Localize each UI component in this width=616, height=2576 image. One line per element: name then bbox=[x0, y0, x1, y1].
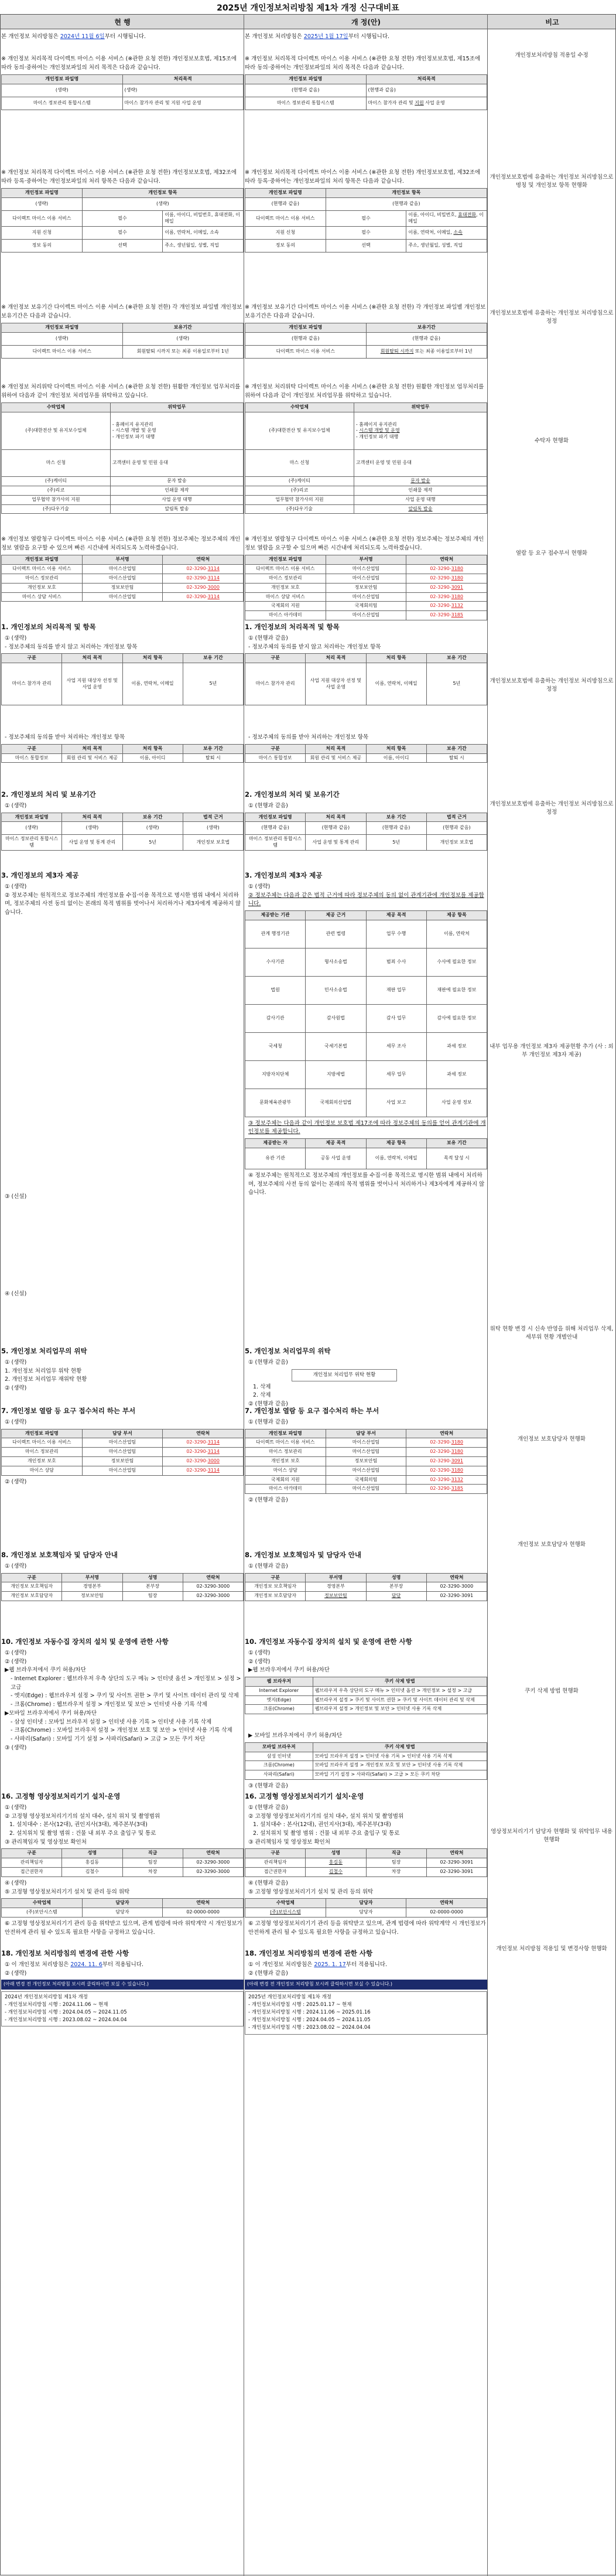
history-item[interactable]: - 개인정보처리방침 시행 : 2023.08.02 ~ 2024.04.04 bbox=[248, 2025, 371, 2031]
privacy-officer-table: 구분 부서명 성명 연락처 개인정보 보호책임자 경영본부 본부장 02-3290-3000 개인정보 보호담당자 정보보안팀 담당 02-3290-3091 bbox=[245, 1573, 487, 1601]
section-2: 2. 개인정보의 처리 및 보유기간 ① (현행과 같음) 개인정보 파일명 처리 목적 보유 기간 법적 근거 (현행과 같음) (현행과 같음) (현행과 같음) (현행과 같음) 마이스 정보관리 통합시스템 사업 운영 및 통계 관리 5년 개인정보 보호법 bbox=[245, 790, 487, 853]
section-7: 7. 개인정보 열람 등 요구 접수처리 하는 부서 ① (현행과 같음) 개인정보 파일명 담당 부서 연락처 다이렉트 마이스 이용 서비스 마이스산업팀 02-3290-3180 마이스 정보관리 마이스산업팀 02-3290-3180 개인정보 보호 정보보안팀 02-3290-3091 마이스 상담 마이스산업팀 02-3290-3180 국제회의 지원 국제회의팀 02-3290-3132 마이스 아카데미 마이스산업팀 02-3290-3185 ② (현행과 같음) bbox=[245, 1406, 487, 1505]
section-8: 8. 개인정보 보호책임자 및 담당자 안내 ① (현행과 같음) 구분 부서명 성명 연락처 개인정보 보호책임자 경영본부 본부장 02-3290-3000 개인정보 보호담당자 정보보안팀 담당 02-3290-3091 bbox=[245, 1550, 487, 1603]
history-item[interactable]: - 개인정보처리방침 시행 : 2024.11.06 ~ 현재 bbox=[5, 2001, 108, 2008]
outsourcing-section: ※ 개인정보 처리위탁 다이렉트 마이스 이용 서비스 (※관한 요청 전한) 원활한 개인정보 업무처리를 위하여 다음과 같이 개인정보 처리업무를 위탁하고 있습니다. 수탁업체 위탁업무 (주)대한전산 및 유지보수업체 - 홈페이지 유지관리 - 시스템 개발 및 운영 - 개인정보 파기 대행 마스 신청 고객센터 운영 및 민원 응대 (주)케이티 문자 발송 (주)리코 인쇄물 제작 업무협약 참가사의 지원 사업 운영 대행 (주)다우기술 알림톡 발송 bbox=[245, 383, 487, 516]
retention-section: ※ 개인정보 보유기간 다이렉트 마이스 이용 서비스 (※관한 요청 전한) 각 개인정보 파일별 개인정보 보유기간은 다음과 같습니다. 개인정보 파일명 보유기간 (현행과 같음) (현행과 같음) 다이렉트 마이스 이용 서비스 회원탈퇴 시까지 또는 최종 이용일로부터 1년 bbox=[245, 303, 487, 361]
remark: 개인정보보호법에 유출하는 개인정보 처리방침으로 정정 bbox=[490, 801, 614, 816]
remark: 위탁 현황 변경 시 신속 반영을 위해 처리업무 삭제, 세부위 현황 개별안내 bbox=[490, 1326, 614, 1340]
unconsented-items-table: 구분 처리 목적 처리 항목 보유 기간 마이스 참가자 관리 사업 지원 대상자 선정 및 사업 운영 이름, 연락처, 이메일 5년 bbox=[245, 653, 487, 705]
section-10: 10. 개인정보 자동수집 장치의 설치 및 운영에 관한 사항 ① (생략) ② (생략) ▶웹 브라우저에서 쿠키 허용/차단 웹 브라우저 쿠키 삭제 방법 Internet Explorer 웹브라우저 우측 상단의 도구 메뉴 > 인터넷 옵션 > 개인정보 > 설정 > 고급 엣지(Edge) 웹브라우저 설정 > 쿠키 및 사이트 권한 > 쿠키 및 사이트 데이터 관리 및 삭제 크롬(Chrome) 웹브라우저 설정 > 개인정보 및 보안 > 인터넷 사용 기록 삭제 ▶ 모바일 브라우저에서 쿠키 허용/차단 모바일 브라우저 쿠키 삭제 방법 삼성 인터넷 모바일 브라우저 설정 > 인터넷 사용 기록 > 인터넷 사용 기록 삭제 크롬(Chrome) 모바일 브라우저 설정 > 개인정보 보호 및 보안 > 인터넷 사용 기록 삭제 사파리(Safari) 모바일 기기 설정 > 사파리(Safari) > 고급 > 모든 쿠키 차단 ③ (현행과 같음) bbox=[245, 1637, 487, 1791]
retention-table: 개인정보 파일명 보유기간 (현행과 같음) (현행과 같음) 다이렉트 마이스 이용 서비스 회원탈퇴 시까지 또는 최종 이용일로부터 1년 bbox=[245, 323, 487, 359]
remark: 열람 등 요구 접수부서 현행화 bbox=[515, 550, 588, 557]
section-16: 16. 고정형 영상정보처리기기 설치·운영 ① (현행과 같음) ② 고정형 영상정보처리기기의 설치 대수, 설치 위치 및 촬영범위 1. 설치대수 : 본사(12대), 권인지사(3대), 제주본부(3대) 2. 설치위치 및 촬영 범위 : 건물 내 외부 주요 출입구 및 통로 ③ 관리책임자 및 영상정보 확인처 구분 성명 직급 연락처 관리책임자 홍길동 팀장 02-3290-3091 접근권한자 김철수 차장 02-3290-3091 ④ (현행과 같음) ⑤ 고정형 영상정보처리기기 설치 및 관리 등의 위탁 수탁업체 담당자 연락처 (주)보안시스템 담당자 02-0000-0000 ⑥ 고정형 영상정보처리기기 관리 등을 위탁받고 있으며, 관계 법령에 따라 위탁계약 시 개인정보가 안전하게 관리 될 수 있도록 필요한 사항을 규정하고 있습니다. bbox=[245, 1792, 487, 1937]
access-table: 개인정보 파일명 부서명 연락처 다이렉트 마이스 이용 서비스 마이스산업팀 02-3290-3180 마이스 정보관리 마이스산업팀 02-3290-3180 개인정보 보호 정보보안팀 02-3290-3091 마이스 상담 서비스 마이스산업팀 02-3290-3180 국제회의 지원 국제회의팀 02-3290-3132 마이스 아카데미 마이스산업팀 02-3290-3185 bbox=[245, 555, 487, 620]
history-link-bar[interactable]: (아래 변경 전 개인정보 처리방침 보시려 클릭하시면 보실 수 있습니다.) bbox=[1, 1980, 244, 1989]
remark: 개인정보보호법에 유출하는 개인정보 처리방침으로 명칭 및 개인정보 항목 현행화 bbox=[490, 174, 614, 189]
section-10: 10. 개인정보 자동수집 장치의 설치 및 운영에 관한 사항 ① (생략) ② (생략) ▶웹 브라우저에서 쿠키 허용/차단 - Internet Explorer : 웹브라우저 우측 상단의 도구 메뉴 > 인터넷 옵션 > 개인정보 > 설정 > 고급 - 엣지(Edge) : 웹브라우저 설정 > 쿠키 및 사이트 권한 > 쿠키 및 사이트 데이터 관리 및 삭제 - 크롬(Chrome) : 웹브라우저 설정 > 개인정보 및 보안 > 인터넷 사용 기록 삭제 ▶모바일 브라우저에서 쿠키 허용/차단 - 삼성 인터넷 : 모바일 브라우저 설정 > 인터넷 사용 기록 > 인터넷 사용 기록 삭제 - 크롬(Chrome) : 모바일 브라우저 설정 > 개인정보 보호 및 보안 > 인터넷 사용 기록 삭제 - 사파리(Safari) : 모바일 기기 설정 > 사파리(Safari) > 고급 > 모든 쿠키 차단 ③ (생략) bbox=[1, 1637, 241, 1751]
outsourcing-table: 수탁업체 위탁업무 (주)대한전산 및 유지보수업체 - 홈페이지 유지관리 - 시스템 개발 및 운영 - 개인정보 파기 대행 마스 신청 고객센터 운영 및 민원 응대 (주)케이티 문자 발송 (주)리코 인쇄물 제작 업무협약 참가사의 지원 사업 운영 대행 (주)다우기술 알림톡 발송 bbox=[1, 402, 244, 514]
outsourcing-table: 수탁업체 위탁업무 (주)대한전산 및 유지보수업체 - 홈페이지 유지관리 - 시스템 개발 및 운영 - 개인정보 파기 대행 마스 신청 고객센터 운영 및 민원 응대 (주)케이티 문자 발송 (주)리코 인쇄물 제작 업무협약 참가사의 지원 사업 운영 대행 (주)다우기술 알림톡 발송 bbox=[245, 402, 487, 514]
consented-items-table: 구분 처리 목적 처리 항목 보유 기간 마이스 통합정보 회원 관리 및 서비스 제공 이름, 아이디 탈퇴 시 bbox=[245, 744, 487, 763]
unconsented-items-table: 구분 처리 목적 처리 항목 보유 기간 마이스 참가자 관리 사업 지원 대상자 선정 및 사업 운영 이름, 연락처, 이메일 5년 bbox=[1, 653, 244, 705]
column-divider bbox=[487, 14, 488, 2576]
history-item[interactable]: 2025년 개인정보처리방침 제1차 개정 bbox=[248, 1994, 331, 2000]
outsourcing-section: ※ 개인정보 처리위탁 다이렉트 마이스 이용 서비스 (※관한 요청 전한) 원활한 개인정보 업무처리를 위하여 다음과 같이 개인정보 처리업무를 위탁하고 있습니다. 수탁업체 위탁업무 (주)대한전산 및 유지보수업체 - 홈페이지 유지관리 - 시스템 개발 및 운영 - 개인정보 파기 대행 마스 신청 고객센터 운영 및 민원 응대 (주)케이티 문자 발송 (주)리코 인쇄물 제작 업무협약 참가사의 지원 사업 운영 대행 (주)다우기술 알림톡 발송 bbox=[1, 383, 244, 516]
request-dept-table: 개인정보 파일명 담당 부서 연락처 다이렉트 마이스 이용 서비스 마이스산업팀 02-3290-3180 마이스 정보관리 마이스산업팀 02-3290-3180 개인정보 보호 정보보안팀 02-3290-3091 마이스 상담 마이스산업팀 02-3290-3180 국제회의 지원 국제회의팀 02-3290-3132 마이스 아카데미 마이스산업팀 02-3290-3185 bbox=[245, 1429, 487, 1495]
retention-period-table: 개인정보 파일명 처리 목적 보유 기간 법적 근거 (생략) (생략) (생략) (생략) 마이스 정보관리 통합시스템 사업 운영 및 통계 관리 5년 개인정보 보호법 bbox=[1, 813, 244, 851]
consented-provision-table: 제공받는 자 제공 목적 제공 항목 보유 기간 유관 기관 공동 사업 운영 이름, 연락처, 이메일 목적 달성 시 bbox=[245, 1138, 487, 1169]
history-item[interactable]: 2024년 개인정보처리방침 제1차 개정 bbox=[5, 1994, 88, 2000]
items-table: 개인정보 파일명 개인정보 항목 (생략) (생략) 다이렉트 마이스 이용 서비스 필수 이름, 아이디, 비밀번호, 휴대전화, 이메일 지원 신청 필수 이름, 연락처, 이메일, 소속 정보 동의 선택 주소, 생년월일, 성별, 직업 bbox=[1, 188, 244, 252]
cctv-outsourcing-table: 수탁업체 담당자 연락처 (주)보안시스템 담당자 02-0000-0000 bbox=[245, 1898, 487, 1918]
section-1: 1. 개인정보의 처리목적 및 항목 ① (생략) - 정보주체의 동의를 받지 않고 처리하는 개인정보 항목 구분 처리 목적 처리 항목 보유 기간 마이스 참가자 관리 사업 지원 대상자 선정 및 사업 운영 이름, 연락처, 이메일 5년 - 정보주체의 동의를 받아 처리하는 개인정보 항목 구분 처리 목적 처리 항목 보유 기간 마이스 통합정보 회원 관리 및 서비스 제공 이름, 아이디 탈퇴 시 bbox=[1, 622, 244, 765]
section-16: 16. 고정형 영상정보처리기기 설치·운영 ① (생략) ② 고정형 영상정보처리기기의 설치 대수, 설치 위치 및 촬영범위 1. 설치대수 : 본사(12대), 권인지사(3대), 제주본부(3대) 2. 설치위치 및 촬영 범위 : 건물 내 외부 주요 출입구 및 통로 ③ 관리책임자 및 영상정보 확인처 구분 성명 직급 연락처 관리책임자 홍길동 팀장 02-3290-3000 접근권한자 김철수 차장 02-3290-3000 ④ (생략) ⑤ 고정형 영상정보처리기기 설치 및 관리 등의 위탁 수탁업체 담당자 연락처 (주)보안시스템 담당자 02-0000-0000 ⑥ 고정형 영상정보처리기기 관리 등을 위탁받고 있으며, 관계 법령에 따라 위탁계약 시 개인정보가 안전하게 관리 될 수 있도록 필요한 사항을 규정하고 있습니다. bbox=[1, 1792, 244, 1937]
intro: 본 개인정보 처리방침은 2024년 11월 6일부터 시행됩니다. bbox=[1, 33, 146, 40]
purpose-table: 개인정보 파일명 처리목적 (현행과 같음) (현행과 같음) 마이스 정보관리 통합시스템 마이스 참가자 관리 및 지원 사업 운영 bbox=[245, 74, 487, 110]
remark: 영상정보처리기기 담당자 현행화 및 위탁업무 내용 현행화 bbox=[491, 1828, 612, 1843]
section-8: 8. 개인정보 보호책임자 및 담당자 안내 ① (생략) 구분 부서명 성명 연락처 개인정보 보호책임자 경영본부 본부장 02-3290-3000 개인정보 보호담당자 정보보안팀 팀장 02-3290-3000 bbox=[1, 1550, 244, 1603]
access-request-section: ※ 개인정보 열람청구 다이렉트 마이스 이용 서비스 (※관한 요청 전한) 정보주체는 정보주체의 개인정보 열람을 요구할 수 있으며 빠른 시간내에 처리되도록 노력하겠습니다. 개인정보 파일명 부서명 연락처 다이렉트 마이스 이용 서비스 마이스산업팀 02-3290-3114 마이스 정보관리 마이스산업팀 02-3290-3114 개인정보 보호 정보보안팀 02-3290-3000 마이스 상담 서비스 마이스산업팀 02-3290-3114 bbox=[1, 535, 244, 604]
section-5: 5. 개인정보 처리업무의 위탁 ① (생략) 1. 개인정보 처리업무 위탁 현황 2. 개인정보 처리업무 재위탁 현황 ② (생략) bbox=[1, 1347, 87, 1391]
effective-date: 2025년 1월 17일 bbox=[303, 33, 348, 40]
section-18: 18. 개인정보 처리방침의 변경에 관한 사항 ① 이 개인정보 처리방침은 2025. 1. 17부터 적용됩니다. ② (현행과 같음) (아래 변경 전 개인정보 처리방침 보시려 클릭하시면 보실 수 있습니다.) 2025년 개인정보처리방침 제1차 개정 - 개인정보처리방침 시행 : 2025.01.17 ~ 현재 - 개인정보처리방침 시행 : 2024.11.06 ~ 2025.01.16 - 개인정보처리방침 시행 : 2024.04.05 ~ 2024.11.05 - 개인정보처리방침 시행 : 2023.08.02 ~ 2024.04.04 bbox=[245, 1949, 487, 2036]
history-item[interactable]: - 개인정보처리방침 시행 : 2023.08.02 ~ 2024.04.04 bbox=[5, 2017, 127, 2024]
remark: 수탁자 현행화 bbox=[534, 438, 569, 444]
history-item[interactable]: - 개인정보처리방침 시행 : 2024.11.06 ~ 2025.01.16 bbox=[248, 2009, 371, 2015]
purpose-section: ※ 개인정보 처리목적 다이렉트 마이스 이용 서비스 (※관한 요청 전한) 개인정보보호법, 제15조에 따라 동의·중하여는 개인정보파일의 처리 목적은 다음과 같습니다. 개인정보 파일명 처리목적 (생략) (생략) 마이스 정보관리 통합시스템 마이스 참가자 관리 및 지원 사업 운영 bbox=[1, 55, 244, 112]
history-link-bar[interactable]: (아래 변경 전 개인정보 처리방침 보시려 클릭하시면 보실 수 있습니다.) bbox=[245, 1980, 487, 1989]
retention-section: ※ 개인정보 보유기간 다이렉트 마이스 이용 서비스 (※관한 요청 전한) 각 개인정보 파일별 개인정보 보유기간은 다음과 같습니다. 개인정보 파일명 보유기간 (생략) (생략) 다이렉트 마이스 이용 서비스 회원탈퇴 시까지 또는 최종 이용일로부터 1년 bbox=[1, 303, 244, 361]
privacy-officer-table: 구분 부서명 성명 연락처 개인정보 보호책임자 경영본부 본부장 02-3290-3000 개인정보 보호담당자 정보보안팀 팀장 02-3290-3000 bbox=[1, 1573, 244, 1601]
items-section: ※ 개인정보 처리목적 다이렉트 마이스 이용 서비스 (※관한 요청 전한) 개인정보보호법, 제32조에 따라 등록·중하여는 개인정보파일의 처리 항목은 다음과 같습니다. 개인정보 파일명 개인정보 항목 (현행과 같음) (현행과 같음) 다이렉트 마이스 이용 서비스 필수 이름, 아이디, 비밀번호, 휴대전화, 이메일 지원 신청 필수 이름, 연락처, 이메일, 소속 정보 동의 선택 주소, 생년월일, 성별, 직업 bbox=[245, 169, 487, 255]
revised-column-header: 개 정(안) bbox=[351, 18, 381, 26]
access-request-section: ※ 개인정보 열람청구 다이렉트 마이스 이용 서비스 (※관한 요청 전한) 정보주체는 정보주체의 개인정보 열람을 요구할 수 있으며 빠른 시간내에 처리되도록 노력하겠습니다. 개인정보 파일명 부서명 연락처 다이렉트 마이스 이용 서비스 마이스산업팀 02-3290-3180 마이스 정보관리 마이스산업팀 02-3290-3180 개인정보 보호 정보보안팀 02-3290-3091 마이스 상담 서비스 마이스산업팀 02-3290-3180 국제회의 지원 국제회의팀 02-3290-3132 마이스 아카데미 마이스산업팀 02-3290-3185 bbox=[245, 535, 487, 623]
web-cookie-table: 웹 브라우저 쿠키 삭제 방법 Internet Explorer 웹브라우저 우측 상단의 도구 메뉴 > 인터넷 옵션 > 개인정보 > 설정 > 고급 엣지(Edge) 웹브라우저 설정 > 쿠키 및 사이트 권한 > 쿠키 및 사이트 데이터 관리 및 삭제 크롬(Chrome) 웹브라우저 설정 > 개인정보 및 보안 > 인터넷 사용 기록 삭제 bbox=[245, 1677, 487, 1714]
history-item[interactable]: - 개인정보처리방침 시행 : 2025.01.17 ~ 현재 bbox=[248, 2001, 352, 2008]
request-dept-table: 개인정보 파일명 담당 부서 연락처 다이렉트 마이스 이용 서비스 마이스산업팀 02-3290-3114 마이스 정보관리 마이스산업팀 02-3290-3114 개인정보 보호 정보보안팀 02-3290-3000 마이스 상담 마이스산업팀 02-3290-3114 bbox=[1, 1429, 244, 1476]
section-2: 2. 개인정보의 처리 및 보유기간 ① (생략) 개인정보 파일명 처리 목적 보유 기간 법적 근거 (생략) (생략) (생략) (생략) 마이스 정보관리 통합시스템 사업 운영 및 통계 관리 5년 개인정보 보호법 bbox=[1, 790, 244, 853]
history-item[interactable]: - 개인정보처리방침 시행 : 2024.04.05 ~ 2024.11.05 bbox=[248, 2017, 371, 2024]
remark: 개인정보보호법에 유출하는 개인정보 처리방침으로 정정 bbox=[490, 678, 614, 692]
remark: 개인정보처리방침 적용일 수정 bbox=[515, 52, 588, 59]
items-table: 개인정보 파일명 개인정보 항목 (현행과 같음) (현행과 같음) 다이렉트 마이스 이용 서비스 필수 이름, 아이디, 비밀번호, 휴대전화, 이메일 지원 신청 필수 이름, 연락처, 이메일, 소속 정보 동의 선택 주소, 생년월일, 성별, 직업 bbox=[245, 188, 487, 252]
cctv-outsourcing-table: 수탁업체 담당자 연락처 (주)보안시스템 담당자 02-0000-0000 bbox=[1, 1898, 244, 1918]
mobile-cookie-table: 모바일 브라우저 쿠키 삭제 방법 삼성 인터넷 모바일 브라우저 설정 > 인터넷 사용 기록 > 인터넷 사용 기록 삭제 크롬(Chrome) 모바일 브라우저 설정 > 개인정보 보호 및 보안 > 인터넷 사용 기록 삭제 사파리(Safari) 모바일 기기 설정 > 사파리(Safari) > 고급 > 모든 쿠키 차단 bbox=[245, 1742, 487, 1780]
history-box bbox=[245, 1991, 487, 2035]
remark: 개인정보보호법에 유출하는 개인정보 처리방침으로 정정 bbox=[490, 310, 614, 325]
cctv-manager-table: 구분 성명 직급 연락처 관리책임자 홍길동 팀장 02-3290-3000 접근권한자 김철수 차장 02-3290-3000 bbox=[1, 1848, 244, 1876]
retention-table: 개인정보 파일명 보유기간 (생략) (생략) 다이렉트 마이스 이용 서비스 회원탈퇴 시까지 또는 최종 이용일로부터 1년 bbox=[1, 323, 244, 359]
legal-provision-table: 제공받는 기관 제공 근거 제공 목적 제공 항목 관계 행정기관 관련 법령 업무 수행 이름, 연락처 수사기관 형사소송법 범죄 수사 수사에 필요한 정보 법원 민사소송법 재판 업무 재판에 필요한 정보 감사기관 감사원법 감사 업무 감사에 필요한 정보 국세청 국세기본법 세무 조사 과세 정보 지방자치단체 지방세법 세무 업무 과세 정보 문화체육관광부 국제회의산업법 사업 보고 사업 운영 정보 bbox=[245, 910, 487, 1117]
remark: 내부 업무용 개인정보 제3자 제공현황 추가 (사 : 외부 개인정보 제3자 제공) bbox=[490, 1043, 614, 1058]
access-table: 개인정보 파일명 부서명 연락처 다이렉트 마이스 이용 서비스 마이스산업팀 02-3290-3114 마이스 정보관리 마이스산업팀 02-3290-3114 개인정보 보호 정보보안팀 02-3290-3000 마이스 상담 서비스 마이스산업팀 02-3290-3114 bbox=[1, 555, 244, 602]
remark: 개인정보 보호담당자 현행화 bbox=[517, 1541, 586, 1548]
purpose-table: 개인정보 파일명 처리목적 (생략) (생략) 마이스 정보관리 통합시스템 마이스 참가자 관리 및 지원 사업 운영 bbox=[1, 74, 244, 110]
purpose-section: ※ 개인정보 처리목적 다이렉트 마이스 이용 서비스 (※관한 요청 전한) 개인정보보호법, 제15조에 따라 동의·중하여는 개인정보파일의 처리 목적은 다음과 같습니다. 개인정보 파일명 처리목적 (현행과 같음) (현행과 같음) 마이스 정보관리 통합시스템 마이스 참가자 관리 및 지원 사업 운영 bbox=[245, 55, 487, 112]
page-title: 2025년 개인정보처리방침 제1차 개정 신구대비표 bbox=[217, 4, 399, 13]
consented-items-table: 구분 처리 목적 처리 항목 보유 기간 마이스 통합정보 회원 관리 및 서비스 제공 이름, 아이디 탈퇴 시 bbox=[1, 744, 244, 763]
cctv-manager-table: 구분 성명 직급 연락처 관리책임자 홍길동 팀장 02-3290-3091 접근권한자 김철수 차장 02-3290-3091 bbox=[245, 1848, 487, 1876]
section-18: 18. 개인정보 처리방침의 변경에 관한 사항 ① 이 개인정보 처리방침은 2024. 11. 6부터 적용됩니다. ② (생략) (아래 변경 전 개인정보 처리방침 보시려 클릭하시면 보실 수 있습니다.) 2024년 개인정보처리방침 제1차 개정 - 개인정보처리방침 시행 : 2024.11.06 ~ 현재 - 개인정보처리방침 시행 : 2024.04.05 ~ 2024.11.05 - 개인정보처리방침 시행 : 2023.08.02 ~ 2024.04.04 bbox=[1, 1949, 244, 2028]
remarks-column-header: 비고 bbox=[545, 18, 559, 26]
current-column-header: 현 행 bbox=[114, 18, 131, 26]
history-item[interactable]: - 개인정보처리방침 시행 : 2024.04.05 ~ 2024.11.05 bbox=[5, 2009, 127, 2015]
outsourcing-status-link[interactable]: 개인정보 처리업무 위탁 현황 bbox=[292, 1369, 397, 1381]
history-box bbox=[1, 1991, 244, 2027]
section-3: 3. 개인정보의 제3자 제공 ① (생략) ② 정보주체는 원칙적으로 정보주체의 개인정보를 수집·이용 목적으로 명시한 범위 내에서 처리하며, 정보주체의 사전 동의 없이는 본래의 목적 범위를 벗어나서 처리하거나 제3자에게 제공하지 않습니다. ③ (신설) ④ (신설) bbox=[1, 871, 241, 1298]
applied-date: 2024. 11. 6 bbox=[70, 1961, 102, 1968]
section-1: 1. 개인정보의 처리목적 및 항목 ① (현행과 같음) - 정보주체의 동의를 받지 않고 처리하는 개인정보 항목 구분 처리 목적 처리 항목 보유 기간 마이스 참가자 관리 사업 지원 대상자 선정 및 사업 운영 이름, 연락처, 이메일 5년 - 정보주체의 동의를 받아 처리하는 개인정보 항목 구분 처리 목적 처리 항목 보유 기간 마이스 통합정보 회원 관리 및 서비스 제공 이름, 아이디 탈퇴 시 bbox=[245, 622, 487, 765]
items-section: ※ 개인정보 처리목적 다이렉트 마이스 이용 서비스 (※관한 요청 전한) 개인정보보호법, 제32조에 따라 등록·중하여는 개인정보파일의 처리 항목은 다음과 같습니다. 개인정보 파일명 개인정보 항목 (생략) (생략) 다이렉트 마이스 이용 서비스 필수 이름, 아이디, 비밀번호, 휴대전화, 이메일 지원 신청 필수 이름, 연락처, 이메일, 소속 정보 동의 선택 주소, 생년월일, 성별, 직업 bbox=[1, 169, 244, 255]
remark: 개인정보 보호담당자 현행화 bbox=[517, 1436, 586, 1442]
section-3: 3. 개인정보의 제3자 제공 ① (생략) ② 정보주체는 다음과 같은 법적 근거에 따라 정보주체의 동의 없이 관계기관에 개인정보를 제공합니다. 제공받는 기관 제공 근거 제공 목적 제공 항목 관계 행정기관 관련 법령 업무 수행 이름, 연락처 수사기관 형사소송법 범죄 수사 수사에 필요한 정보 법원 민사소송법 재판 업무 재판에 필요한 정보 감사기관 감사원법 감사 업무 감사에 필요한 정보 국세청 국세기본법 세무 조사 과세 정보 지방자치단체 지방세법 세무 업무 과세 정보 문화체육관광부 국제회의산업법 사업 보고 사업 운영 정보 ③ 정보주체는 다음과 같이 개인정보 보호법 제17조에 따라 정보주체의 동의를 얻어 관계기관에 개인정보를 제공합니다. 제공받는 자 제공 목적 제공 항목 보유 기간 유관 기관 공동 사업 운영 이름, 연락처, 이메일 목적 달성 시 ④ 정보주체는 원칙적으로 정보주체의 개인정보를 수집·이용 목적으로 명시한 범위 내에서 처리하며, 정보주체의 사전 동의 없이는 본래의 목적 범위를 벗어나서 처리하거나 제3자에게 제공하지 않습니다. bbox=[245, 871, 487, 1197]
section-7: 7. 개인정보 열람 등 요구 접수처리 하는 부서 ① (생략) 개인정보 파일명 담당 부서 연락처 다이렉트 마이스 이용 서비스 마이스산업팀 02-3290-3114 마이스 정보관리 마이스산업팀 02-3290-3114 개인정보 보호 정보보안팀 02-3290-3000 마이스 상담 마이스산업팀 02-3290-3114 ② (생략) bbox=[1, 1406, 244, 1486]
remark: 쿠키 삭제 방법 현행화 bbox=[525, 1688, 579, 1694]
intro: 본 개인정보 처리방침은 2025년 1월 17일부터 시행됩니다. bbox=[245, 33, 390, 40]
section-5: 5. 개인정보 처리업무의 위탁 ① (현행과 같음) 개인정보 처리업무 위탁 현황 1. 삭제 2. 삭제 ② (현행과 같음) bbox=[245, 1346, 487, 1409]
remark: 개인정보 처리방침 적용일 및 변경사항 현행화 bbox=[496, 1946, 607, 1952]
retention-period-table: 개인정보 파일명 처리 목적 보유 기간 법적 근거 (현행과 같음) (현행과 같음) (현행과 같음) (현행과 같음) 마이스 정보관리 통합시스템 사업 운영 및 통계 관리 5년 개인정보 보호법 bbox=[245, 813, 487, 851]
effective-date: 2024년 11월 6일 bbox=[60, 33, 105, 40]
applied-date: 2025. 1. 17 bbox=[314, 1961, 346, 1968]
